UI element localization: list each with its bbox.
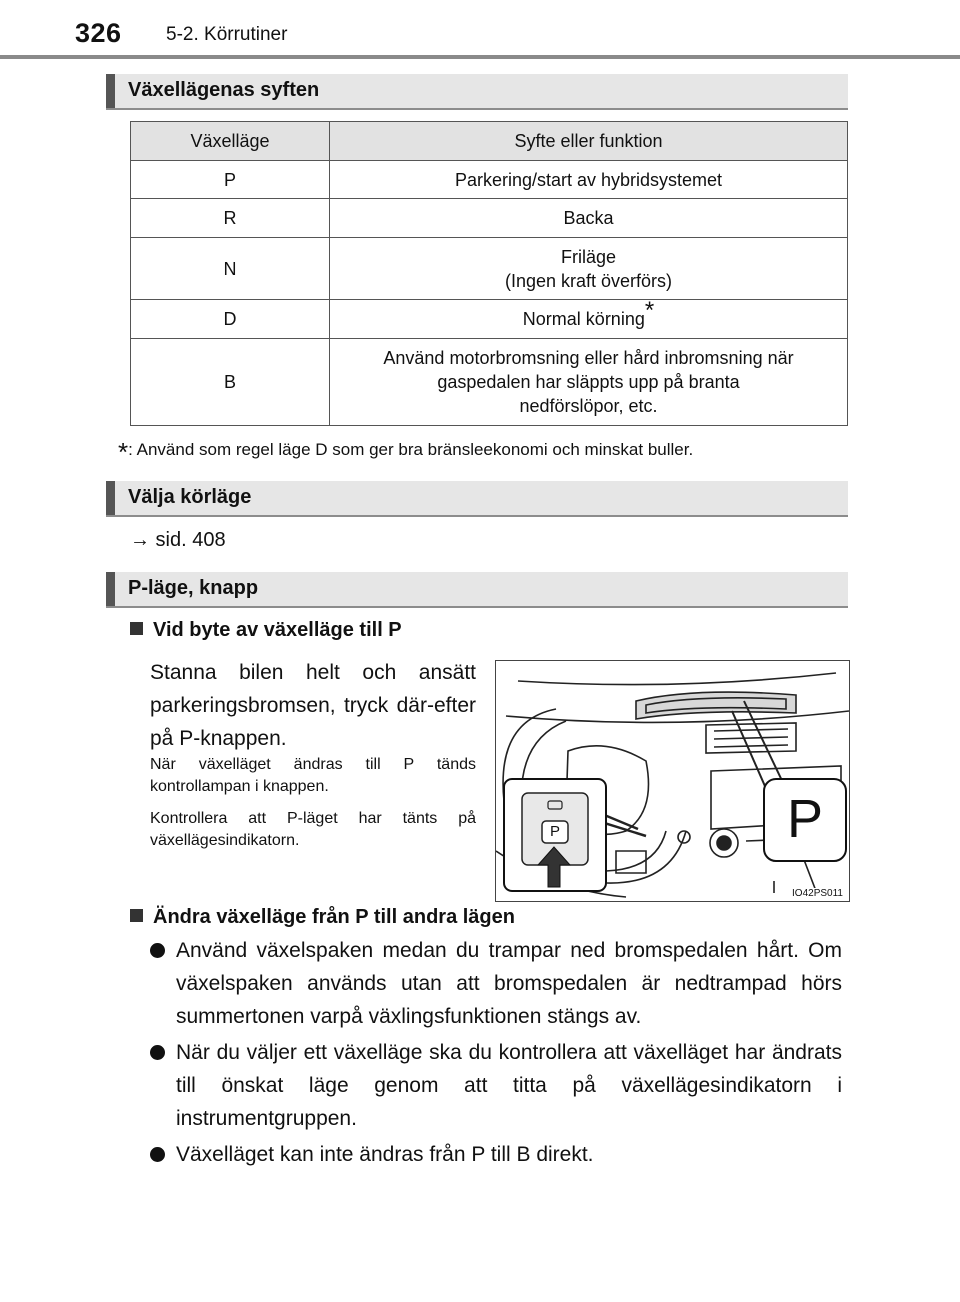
table-header-row [131,122,848,161]
section-title: Välja körläge [128,486,252,508]
subsection-title-shift-to-p [130,619,402,642]
gear-cell: N [131,238,330,300]
gear-cell: R [131,199,330,238]
gear-cell: B [131,339,330,426]
table-header-gear: Växelläge [131,122,330,161]
section-title: P-läge, knapp [128,577,259,599]
p-button-label-large: P [786,789,824,849]
table-row [131,339,848,426]
table-row [131,161,848,199]
footnote [118,437,693,468]
dashboard-drawing [496,661,849,901]
bullet-list [150,934,842,1174]
bullet-dot-icon [150,1147,165,1162]
section-header-drive-mode [106,481,848,517]
table-row [131,199,848,238]
purpose-line: (Ingen kraft överförs) [504,270,673,291]
figure-code: IO42PS011 [792,888,843,899]
chapter-title: 5-2. Körrutiner [166,24,288,45]
bullet-dot-icon [150,943,165,958]
gear-cell: P [131,161,330,199]
list-item-text: Växelläget kan inte ändras från P till B direkt. [176,1143,594,1166]
list-item-text: När du väljer ett växelläge ska du kontrollera att växelläget har ändrats till önskat läge genom att titta på växellägesindikatorn i instrumentgruppen. [176,1041,842,1130]
square-bullet-icon [130,622,143,635]
table-row [131,300,848,339]
purpose-line: Parkering/start av hybridsystemet [454,169,723,190]
purpose-line: Använd motorbromsning eller hård inbromsning när [383,348,794,368]
subsection-title-shift-from-p [130,906,515,929]
section-marker [106,572,115,606]
purpose-line: nedförslöpor, etc. [519,396,658,416]
table-header-purpose: Syfte eller funktion [330,122,848,161]
subsection-title-text: Vid byte av växelläge till P [153,619,402,641]
note-text: Kontrollera att P-läget har tänts på växellägesindikatorn. [150,810,476,849]
purpose-cell [330,199,848,238]
section-title: Växellägenas syften [128,79,320,101]
purpose-line: gaspedalen har släppts upp på branta [437,372,740,392]
p-button-label-small: P [549,823,560,840]
note-text: När växelläget ändras till P tänds kontrollampan i knappen. [150,756,476,795]
purpose-line: Backa [563,208,614,228]
purpose-cell [330,161,848,199]
section-marker [106,74,115,108]
list-item-text: Använd växelspaken medan du trampar ned bromspedalen hårt. Om växelspaken används utan att bromspedalen är nedtrampad hörs summertonen varpå växlingsfunktionen stängs av. [176,939,842,1028]
instruction-text: Stanna bilen helt och ansätt parkeringsbromsen, tryck där-efter på P-knappen. [150,661,476,750]
bullet-dot-icon [150,1045,165,1060]
purpose-cell [330,238,848,300]
page-number: 326 [75,18,122,48]
footnote-mark: * [118,437,129,467]
purpose-line: Normal körning [522,309,645,329]
list-item [150,1036,842,1135]
subsection-title-text: Ändra växelläge från P till andra lägen [153,906,515,928]
square-bullet-icon [130,909,143,922]
section-header-gear-purposes [106,74,848,110]
dashboard-illustration [495,660,850,902]
page-reference-link[interactable]: → sid. 408 [130,529,226,551]
asterisk-mark: * [644,297,655,324]
section-header-p-button [106,572,848,608]
gear-cell: D [131,300,330,339]
gear-table [130,121,848,426]
section-marker [106,481,115,515]
header-rule [0,55,960,59]
purpose-cell [330,297,848,339]
purpose-line: Friläge [560,246,617,267]
table-row [131,238,848,300]
footnote-text: : Använd som regel läge D som ger bra bränsleekonomi och minskat buller. [128,440,694,459]
list-item [150,1138,842,1171]
list-item [150,934,842,1033]
purpose-cell [330,339,848,426]
